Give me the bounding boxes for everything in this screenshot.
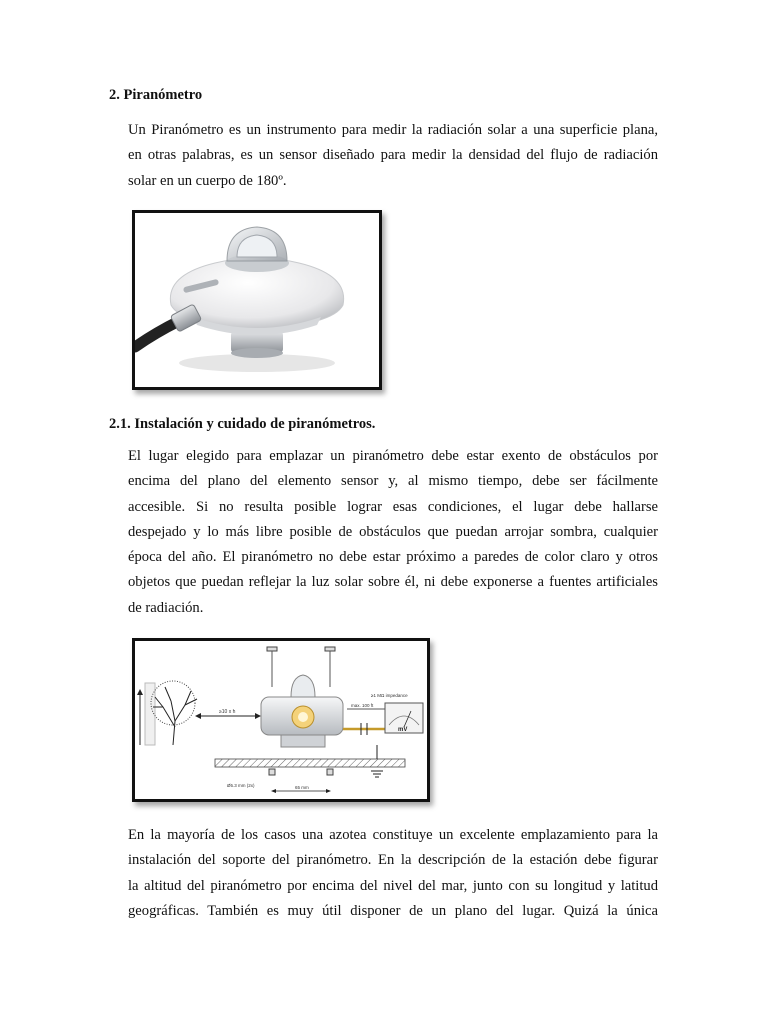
installation-paragraph bbox=[128, 444, 658, 621]
installation-diagram bbox=[132, 638, 430, 802]
intro-paragraph bbox=[128, 118, 658, 194]
paragraph-line: encima del plano del elemento sensor y, al mismo tiempo, debe ser fácilmente bbox=[128, 473, 658, 490]
paragraph-line: En la mayoría de los casos una azotea constituye un excelente emplazamiento para la bbox=[128, 827, 658, 843]
impedance-label: ≥1 MΩ impedance bbox=[371, 693, 408, 698]
rooftop-paragraph bbox=[128, 823, 658, 924]
meter-label: mV bbox=[398, 727, 408, 733]
hole-spacing-label: 65 mm bbox=[295, 785, 309, 790]
paragraph-line: geográficas. También es muy útil disponer de un plano del lugar. Quizá la única bbox=[128, 902, 658, 919]
pyranometer-photo bbox=[132, 210, 382, 390]
distance-label: ≥10 x h bbox=[219, 709, 236, 715]
section-heading-instalacion: 2.1. Instalación y cuidado de piranómetros. bbox=[109, 416, 376, 432]
paragraph-line: en otras palabras, es un sensor diseñado para medir la densidad del flujo de radiación bbox=[128, 147, 658, 164]
tree-icon bbox=[151, 681, 197, 745]
paragraph-line: la altitud del piranómetro por encima del nivel del mar, junto con su longitud y latitud bbox=[128, 877, 658, 894]
section-heading-piranometro: 2. Piranómetro bbox=[109, 87, 203, 103]
paragraph-line: despejado y lo más libre posible de obstáculos que puedan arrojar sombra, cualquier bbox=[128, 523, 658, 540]
paragraph-line: accesible. Si no resulta posible lograr esas condiciones, el lugar debe hallarse bbox=[128, 498, 658, 515]
cable-length-label: max. 100 ft bbox=[351, 703, 374, 708]
hole-diameter-label: Ø5.3 mm (2x) bbox=[227, 783, 255, 788]
paragraph-line: Un Piranómetro es un instrumento para medir la radiación solar a una superficie plana, bbox=[128, 122, 658, 138]
paragraph-line: objetos que puedan reflejar la luz solar sobre él, ni debe exponerse a fuentes artificiales bbox=[128, 574, 658, 591]
paragraph-line: solar en un cuerpo de 180º. bbox=[128, 172, 287, 189]
paragraph-line: época del año. El piranómetro no debe estar próximo a paredes de color claro y otros bbox=[128, 549, 658, 566]
paragraph-line: instalación del soporte del piranómetro. En la descripción de la estación debe figurar bbox=[128, 852, 658, 869]
paragraph-line: El lugar elegido para emplazar un piranómetro debe estar exento de obstáculos por bbox=[128, 448, 658, 464]
paragraph-line: de radiación. bbox=[128, 599, 204, 616]
